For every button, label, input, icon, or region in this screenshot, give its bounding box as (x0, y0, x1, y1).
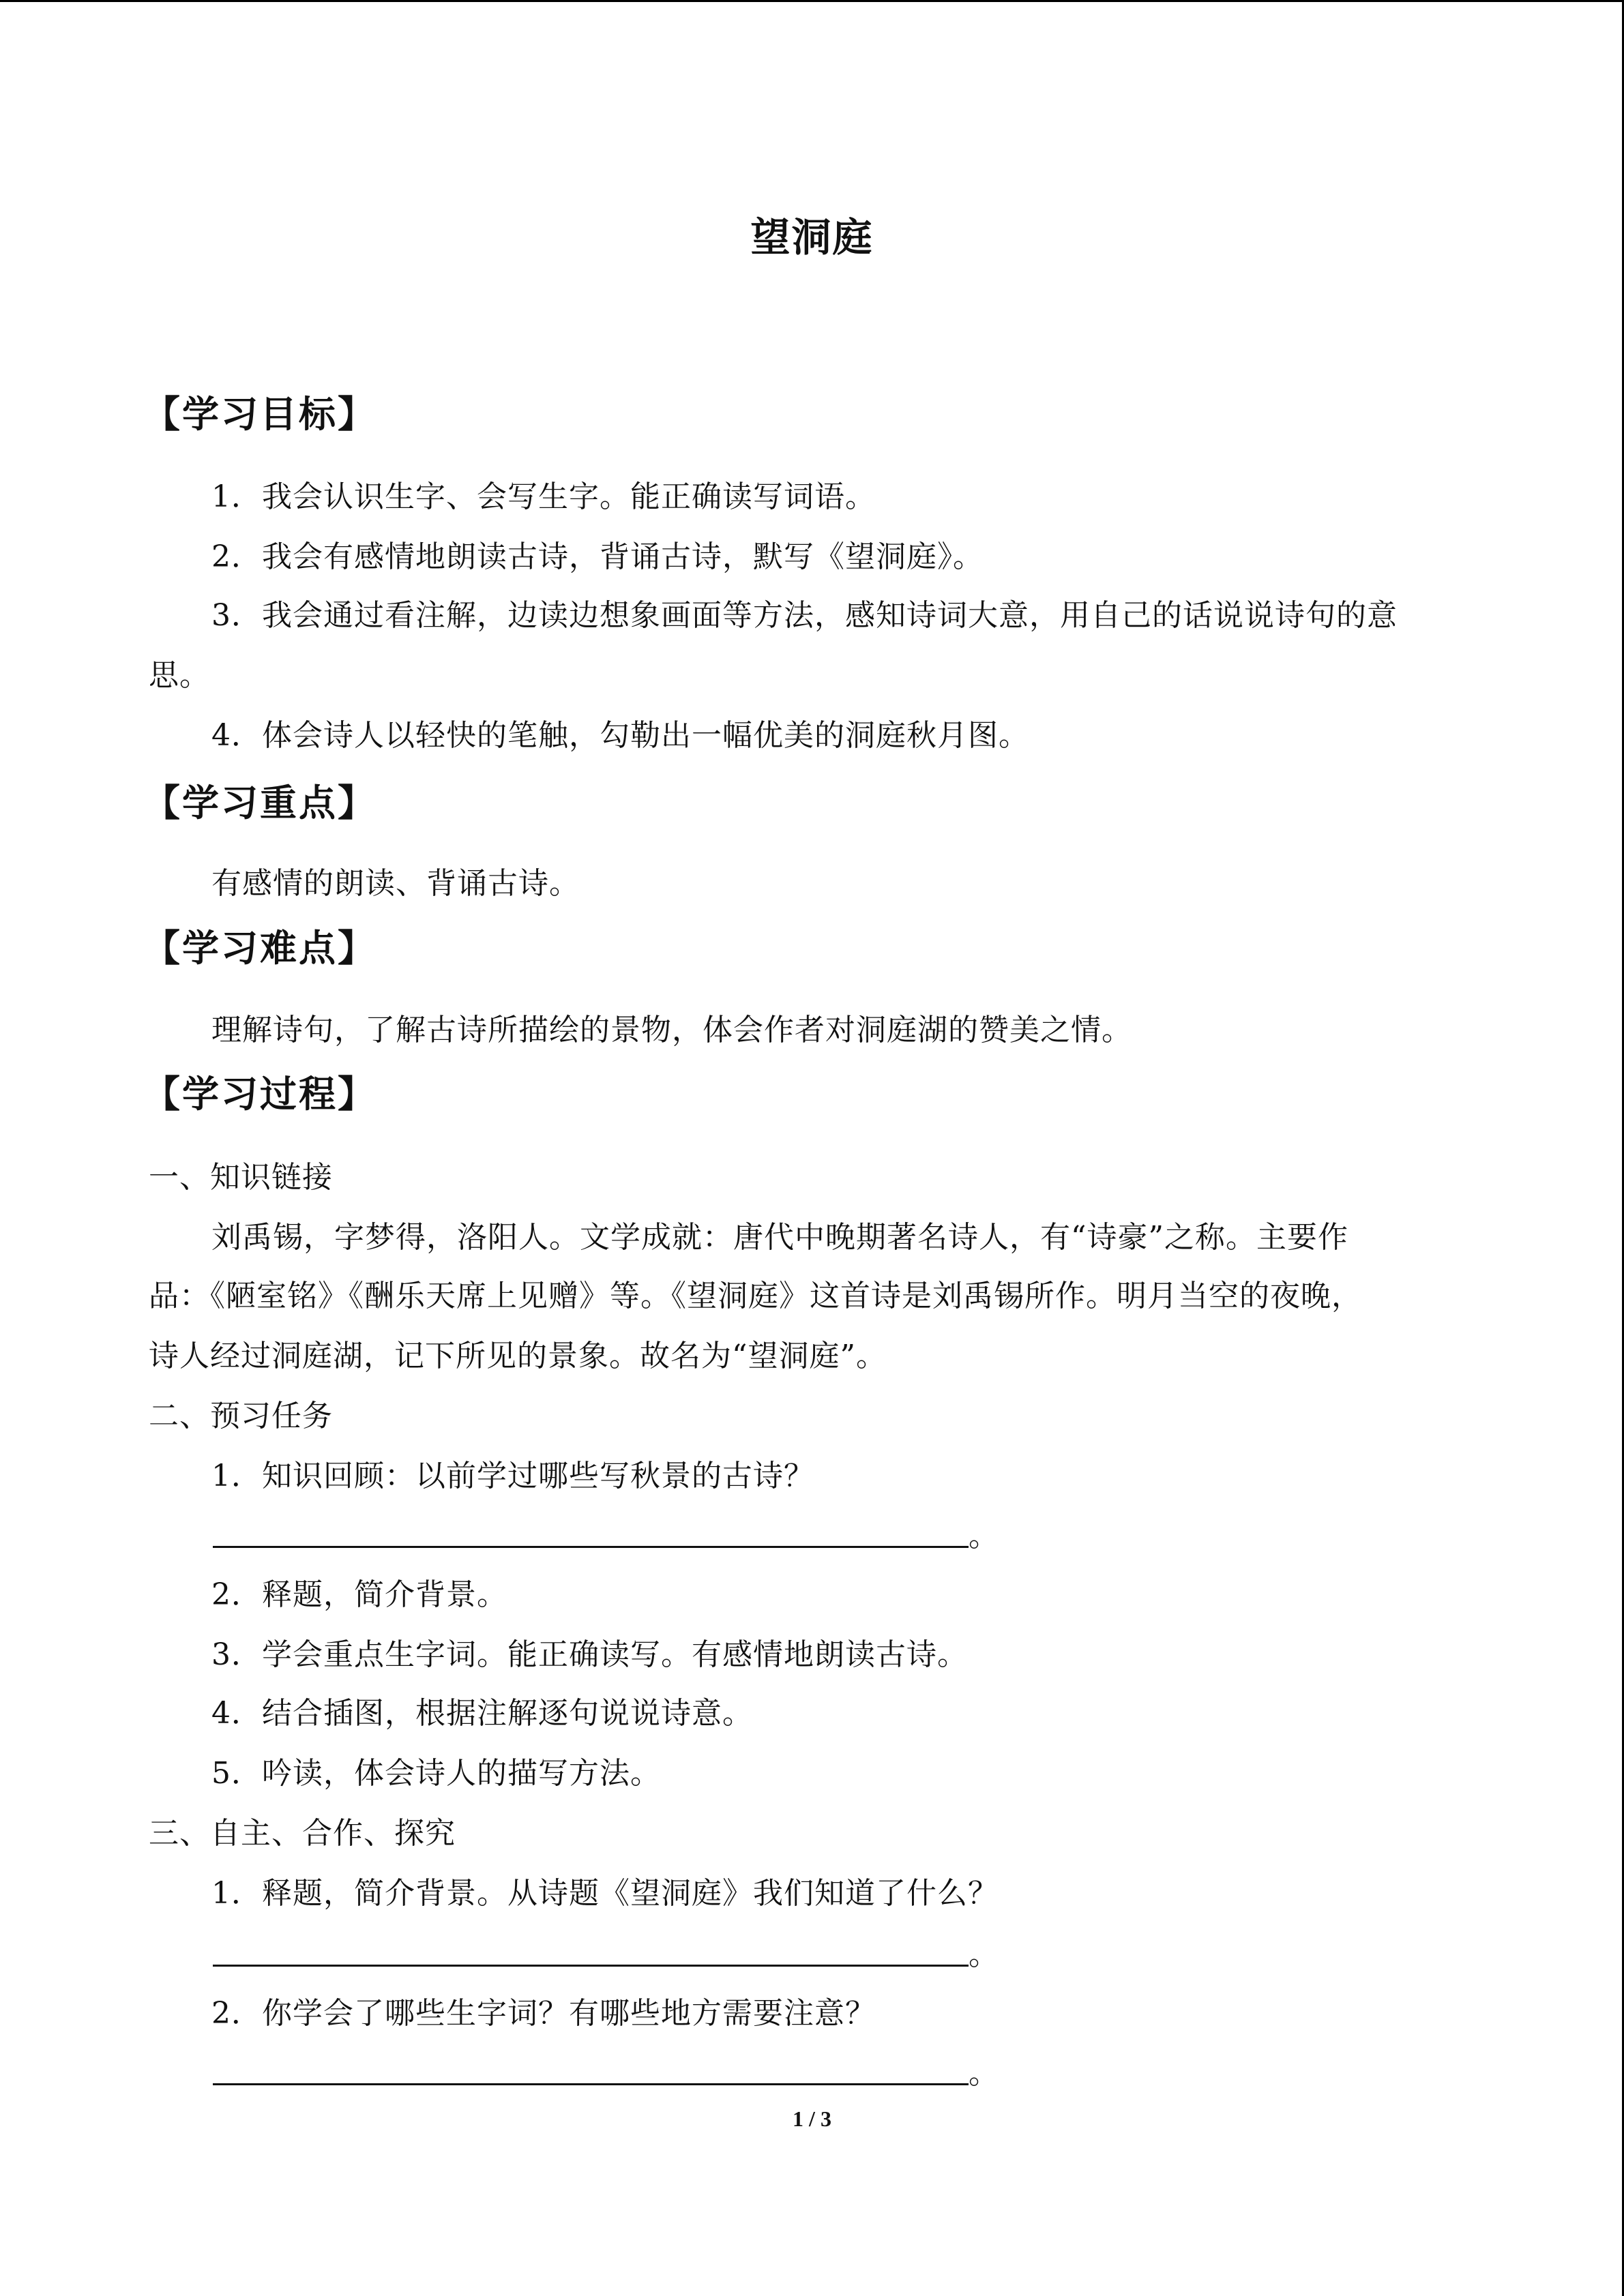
part2-item-1: 1．知识回顾：以前学过哪些写秋景的古诗？ (211, 1459, 814, 1493)
heading-learning-process: 【学习过程】 (143, 1073, 377, 1116)
goal-item-3: 3．我会通过看注解，边读边想象画面等方法，感知诗词大意，用自己的话说说诗句的意 (211, 598, 1398, 633)
key-points-text: 有感情的朗读、背诵古诗。 (211, 866, 580, 901)
goal-item-3-continued: 思。 (149, 658, 210, 693)
part2-item-5: 5．吟读，体会诗人的描写方法。 (211, 1756, 661, 1791)
heading-difficulties: 【学习难点】 (143, 927, 377, 970)
part2-title: 二、预习任务 (149, 1399, 333, 1433)
part1-line-1: 刘禹锡，字梦得，洛阳人。文学成就：唐代中晚期著名诗人，有“诗豪”之称。主要作 (211, 1220, 1348, 1255)
answer-blank-1[interactable] (213, 1516, 999, 1557)
answer-line[interactable] (213, 2053, 969, 2085)
heading-key-points: 【学习重点】 (143, 781, 377, 824)
answer-blank-period: 。 (969, 2056, 999, 2091)
part1-line-3: 诗人经过洞庭湖，记下所见的景象。故名为“望洞庭”。 (149, 1339, 887, 1373)
goal-item-4: 4．体会诗人以轻快的笔触，勾勒出一幅优美的洞庭秋月图。 (211, 718, 1029, 753)
difficulties-text: 理解诗句，了解古诗所描绘的景物，体会作者对洞庭湖的赞美之情。 (211, 1013, 1132, 1047)
heading-learning-goals: 【学习目标】 (143, 393, 377, 436)
answer-blank-3[interactable] (213, 2053, 999, 2094)
part3-title: 三、自主、合作、探究 (149, 1816, 456, 1851)
part1-line-2: 品：《陋室铭》《酬乐天席上见赠》等。《望洞庭》这首诗是刘禹锡所作。明月当空的夜晚， (149, 1279, 1362, 1313)
goal-item-2: 2．我会有感情地朗读古诗，背诵古诗，默写《望洞庭》。 (211, 539, 984, 574)
part2-item-3: 3．学会重点生字词。能正确读写。有感情地朗读古诗。 (211, 1637, 968, 1672)
part2-item-2: 2．释题，简介背景。 (211, 1577, 507, 1612)
answer-blank-period: 。 (969, 1937, 999, 1972)
goal-item-1: 1．我会认识生字、会写生字。能正确读写词语。 (211, 479, 876, 514)
page-number: 1 / 3 (793, 2106, 831, 2131)
answer-line[interactable] (213, 1935, 969, 1967)
part3-item-2: 2．你学会了哪些生字词？有哪些地方需要注意？ (211, 1996, 876, 2031)
part2-item-4: 4．结合插图，根据注解逐句说说诗意。 (211, 1696, 753, 1731)
answer-line[interactable] (213, 1516, 969, 1548)
part1-title: 一、知识链接 (149, 1160, 333, 1195)
page-title: 望洞庭 (750, 214, 874, 260)
answer-blank-period: 。 (969, 1519, 999, 1553)
part3-item-1: 1．释题，简介背景。从诗题《望洞庭》我们知道了什么？ (211, 1876, 999, 1911)
answer-blank-2[interactable] (213, 1935, 999, 1976)
